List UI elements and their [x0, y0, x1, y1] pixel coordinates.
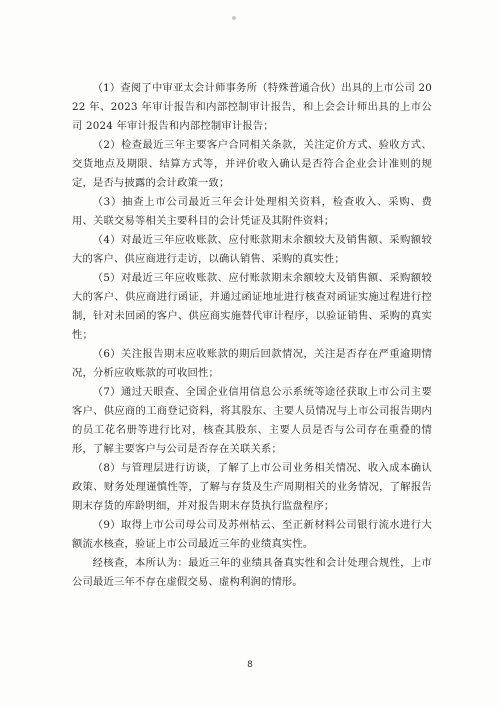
paragraph-item-6: （6）关注报告期末应收账款的期后回款情况，关注是否存在严重逾期情况，分析应收账款的可收回性；: [72, 348, 432, 379]
scan-mark: [232, 16, 236, 20]
paragraph-item-2: （2）检查最近三年主要客户合同相关条款，关注定价方式、验收方式、交货地点及期限、结算方式等，并评价收入确认是否符合企业会计准则的规定，是否与披露的会计政策一致；: [72, 139, 432, 189]
conclusion-paragraph: 经核查，本所认为：最近三年的业绩具备真实性和会计处理合规性，上市公司最近三年不存在虚假交易、虚构利润的情形。: [72, 557, 432, 588]
paragraph-item-4: （4）对最近三年应收账款、应付账款期末余额较大及销售额、采购额较大的客户、供应商进行走访，以确认销售、采购的真实性；: [72, 234, 432, 265]
paragraph-item-3: （3）抽查上市公司最近三年会计处理相关资料，检查收入、采购、费用、关联交易等相关主要科目的会计凭证及其附件资料；: [72, 196, 432, 227]
paragraph-item-5: （5）对最近三年应收账款、应付账款期末余额较大及销售额、采购额较大的客户、供应商进行函证，并通过函证地址进行核查对函证实施过程进行控制，针对未回函的客户、供应商实施替代审计程序，以验证销售、采购的真实性；: [72, 272, 432, 341]
paragraph-item-9: （9）取得上市公司母公司及苏州枯云、至正新材料公司银行流水进行大额流水核查，验证上市公司最近三年的业绩真实性。: [72, 519, 432, 550]
paragraph-item-1: （1）查阅了中审亚太会计师事务所（特殊普通合伙）出具的上市公司 2022 年、2023 年审计报告和内部控制审计报告，和上会会计师出具的上市公司 2024 年审计报告和内部控制审计报告；: [72, 82, 432, 132]
document-body: [72, 79, 432, 592]
paragraph-item-8: （8）与管理层进行访谈，了解了上市公司业务相关情况、收入成本确认政策、财务处理谨慎性等，了解与存货及生产周期相关的业务情况，了解报告期末存货的库龄明细，并对报告期末存货执行监盘程序；: [72, 462, 432, 512]
page-number: 8: [247, 660, 253, 670]
paragraph-item-7: （7）通过天眼查、全国企业信用信息公示系统等途径获取上市公司主要客户、供应商的工商登记资料，将其股东、主要人员情况与上市公司报告期内的员工花名册等进行比对，核查其股东、主要人员是否与公司存在重叠的情形，了解主要客户与公司是否存在关联关系；: [72, 386, 432, 455]
